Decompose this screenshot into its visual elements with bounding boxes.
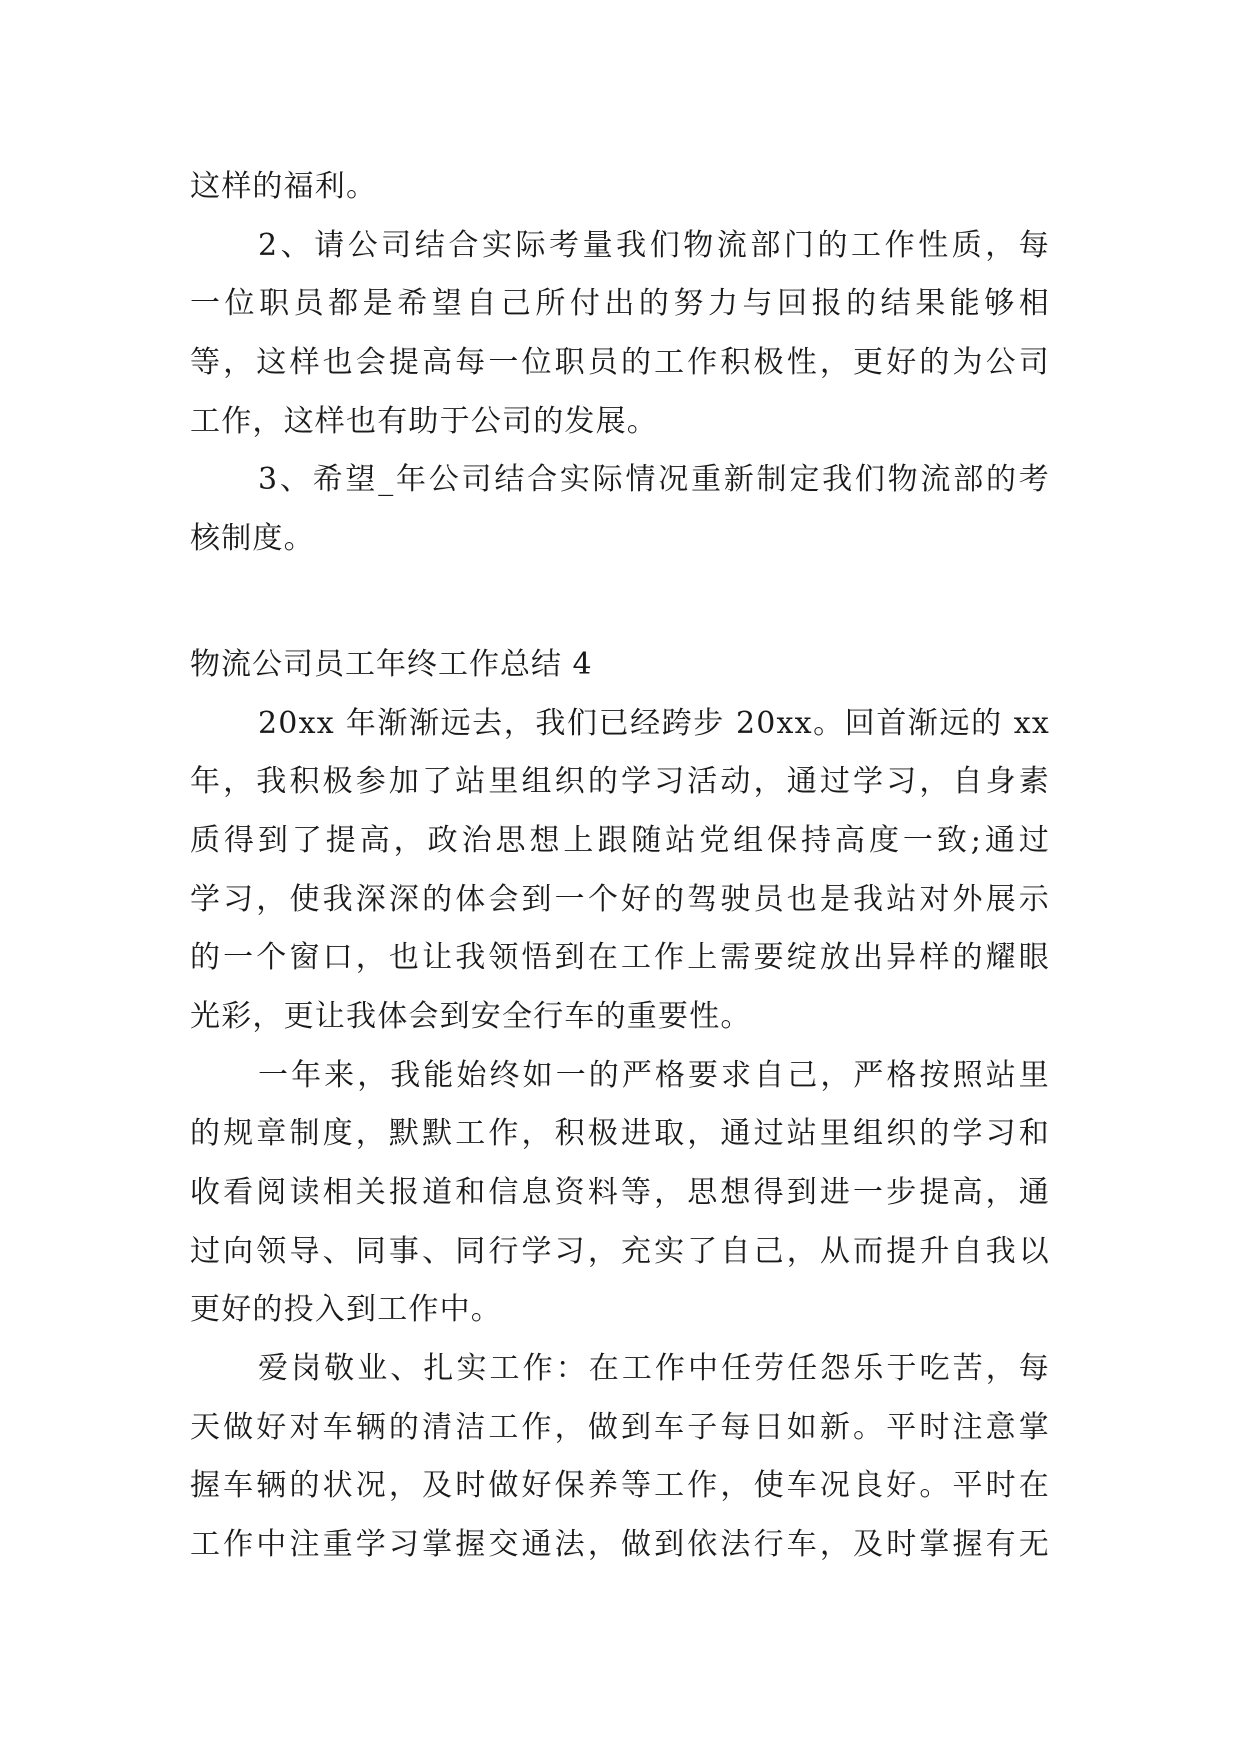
text-line: 2、请公司结合实际考量我们物流部门的工作性质，每 [258,227,1050,263]
text-line: 收看阅读相关报道和信息资料等，思想得到进一步提高，通 [190,1175,1050,1210]
text-line: 更好的投入到工作中。 [190,1292,502,1328]
text-line: 3、希望_年公司结合实际情况重新制定我们物流部的考 [258,462,1050,498]
text-line: 等，这样也会提高每一位职员的工作积极性，更好的为公司 [190,345,1050,381]
text-line: 握车辆的状况，及时做好保养等工作，使车况良好。平时在 [190,1468,1050,1504]
text-line: 天做好对车辆的清洁工作，做到车子每日如新。平时注意掌 [190,1409,1050,1445]
paragraph-review [190,695,1050,1047]
text-line: 核制度。 [190,521,315,557]
text-line: 工作中注重学习掌握交通法，做到依法行车，及时掌握有无 [190,1527,1050,1563]
text-line: 一年来，我能始终如一的严格要求自己，严格按照站里 [258,1057,1050,1093]
text-line: 质得到了提高，政治思想上跟随站党组保持高度一致;通过 [190,822,1050,858]
section-heading [190,636,1050,695]
text-line: 爱岗敬业、扎实工作：在工作中任劳任怨乐于吃苦，每 [258,1351,1050,1387]
section-title: 物流公司员工年终工作总结 4 [190,646,593,682]
text-line: 工作，这样也有助于公司的发展。 [190,403,658,439]
paragraph-point-2 [190,217,1050,452]
paragraph-self-discipline [190,1047,1050,1340]
text-line: 过向领导、同事、同行学习，充实了自己，从而提升自我以 [190,1233,1050,1269]
text-line: 20xx 年渐渐远去，我们已经跨步 20xx。回首渐远的 xx [258,705,1050,741]
paragraph-dedication [190,1340,1050,1575]
document-body [190,158,1050,1575]
paragraph-point-3 [190,451,1050,568]
section-spacer [190,569,1050,636]
text-line: 学习，使我深深的体会到一个好的驾驶员也是我站对外展示 [190,881,1050,917]
text-line: 的一个窗口，也让我领悟到在工作上需要绽放出异样的耀眼 [190,940,1050,976]
text-line: 光彩，更让我体会到安全行车的重要性。 [190,998,752,1034]
paragraph-benefits-end [190,158,1050,217]
text-line: 的规章制度，默默工作，积极进取，通过站里组织的学习和 [190,1116,1050,1152]
text-line: 年，我积极参加了站里组织的学习活动，通过学习，自身素 [190,764,1050,800]
text-line: 一位职员都是希望自己所付出的努力与回报的结果能够相 [190,286,1050,322]
text-line: 这样的福利。 [190,169,378,204]
